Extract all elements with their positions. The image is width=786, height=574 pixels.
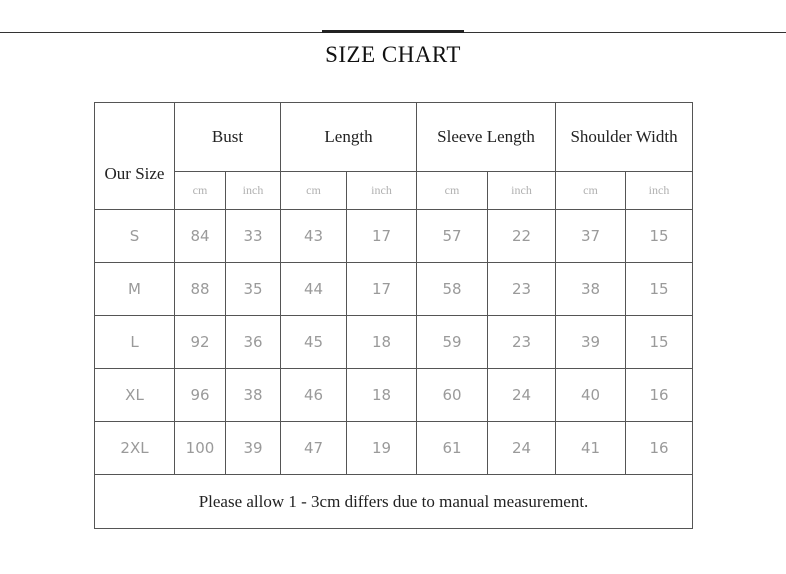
table-row	[95, 369, 693, 422]
measurement-cell: 96	[175, 369, 226, 422]
unit-label: cm	[175, 172, 226, 210]
measurement-cell: 23	[488, 263, 556, 316]
page-title: SIZE CHART	[325, 42, 461, 67]
header-row	[95, 103, 693, 172]
measurement-cell: 61	[417, 422, 488, 475]
bust-header: Bust	[175, 103, 281, 172]
measurement-cell: 24	[488, 369, 556, 422]
measurement-cell: 37	[556, 210, 626, 263]
unit-row	[95, 172, 693, 210]
measurement-cell: 17	[347, 263, 417, 316]
measurement-cell: 39	[556, 316, 626, 369]
measurement-cell: 40	[556, 369, 626, 422]
unit-label: inch	[347, 172, 417, 210]
shoulder-width-header: Shoulder Width	[556, 103, 693, 172]
unit-label: cm	[556, 172, 626, 210]
measurement-note: Please allow 1 - 3cm differs due to manual measurement.	[95, 475, 693, 529]
measurement-cell: 44	[281, 263, 347, 316]
size-label: 2XL	[95, 422, 175, 475]
note-row	[95, 475, 693, 529]
unit-label: inch	[226, 172, 281, 210]
table-row	[95, 422, 693, 475]
measurement-cell: 41	[556, 422, 626, 475]
our-size-header: Our Size	[95, 103, 175, 210]
unit-label: inch	[626, 172, 693, 210]
measurement-cell: 45	[281, 316, 347, 369]
measurement-cell: 38	[556, 263, 626, 316]
table-row	[95, 316, 693, 369]
measurement-cell: 92	[175, 316, 226, 369]
size-label: L	[95, 316, 175, 369]
measurement-cell: 100	[175, 422, 226, 475]
measurement-cell: 15	[626, 210, 693, 263]
measurement-cell: 46	[281, 369, 347, 422]
table-row	[95, 263, 693, 316]
measurement-cell: 47	[281, 422, 347, 475]
size-chart-table	[94, 102, 693, 529]
measurement-cell: 35	[226, 263, 281, 316]
measurement-cell: 15	[626, 263, 693, 316]
sleeve-length-header: Sleeve Length	[417, 103, 556, 172]
unit-label: cm	[281, 172, 347, 210]
measurement-cell: 57	[417, 210, 488, 263]
measurement-cell: 59	[417, 316, 488, 369]
measurement-cell: 43	[281, 210, 347, 263]
size-label: M	[95, 263, 175, 316]
size-label: S	[95, 210, 175, 263]
measurement-cell: 24	[488, 422, 556, 475]
measurement-cell: 60	[417, 369, 488, 422]
measurement-cell: 84	[175, 210, 226, 263]
measurement-cell: 36	[226, 316, 281, 369]
unit-label: cm	[417, 172, 488, 210]
measurement-cell: 58	[417, 263, 488, 316]
measurement-cell: 22	[488, 210, 556, 263]
measurement-cell: 39	[226, 422, 281, 475]
measurement-cell: 88	[175, 263, 226, 316]
measurement-cell: 38	[226, 369, 281, 422]
measurement-cell: 16	[626, 422, 693, 475]
unit-label: inch	[488, 172, 556, 210]
measurement-cell: 23	[488, 316, 556, 369]
measurement-cell: 15	[626, 316, 693, 369]
length-header: Length	[281, 103, 417, 172]
size-label: XL	[95, 369, 175, 422]
measurement-cell: 17	[347, 210, 417, 263]
title-accent-bar	[322, 30, 464, 33]
measurement-cell: 16	[626, 369, 693, 422]
table-row	[95, 210, 693, 263]
measurement-cell: 33	[226, 210, 281, 263]
measurement-cell: 18	[347, 369, 417, 422]
measurement-cell: 18	[347, 316, 417, 369]
measurement-cell: 19	[347, 422, 417, 475]
